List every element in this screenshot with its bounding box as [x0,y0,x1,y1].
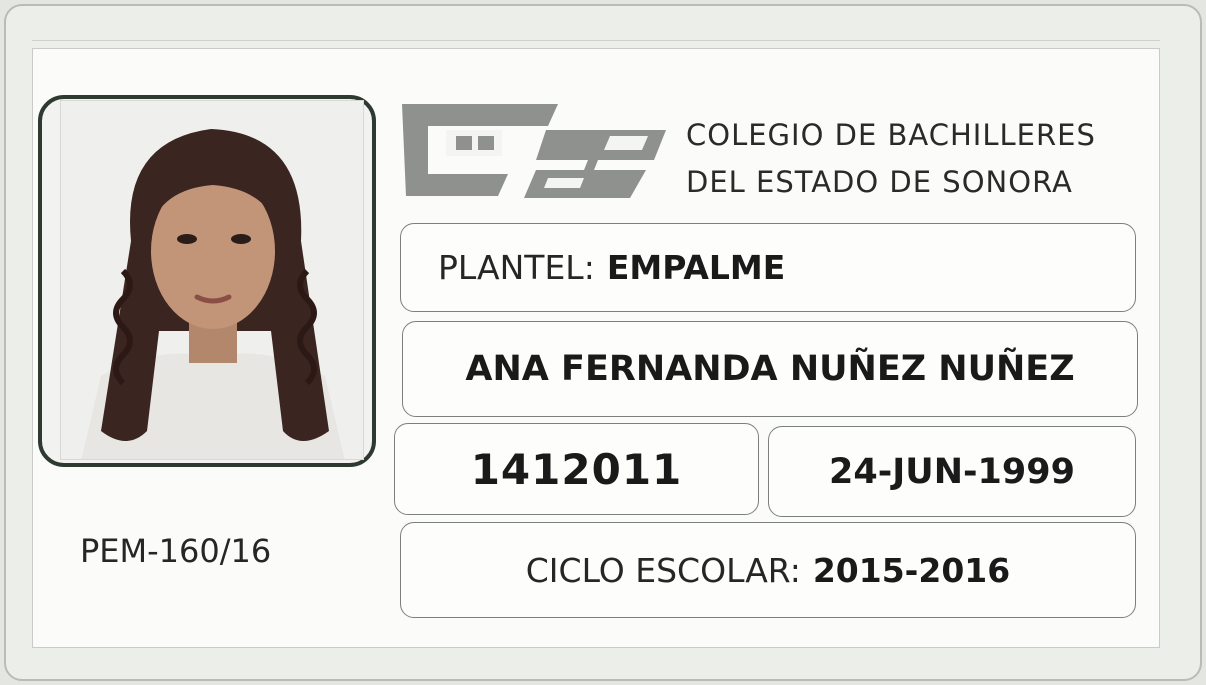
student-name: ANA FERNANDA NUÑEZ NUÑEZ [465,349,1075,389]
birth-date: 24-JUN-1999 [829,451,1075,492]
student-id-box [394,423,759,515]
ciclo-box [400,522,1136,618]
birth-date-box [768,426,1136,517]
school-name-line2: DEL ESTADO DE SONORA [686,165,1073,199]
plantel-value: EMPALME [606,248,786,287]
student-photo [60,100,364,460]
cobach-logo [398,100,670,202]
permit-code: PEM-160/16 [80,532,272,570]
cobach-logo-icon [398,100,670,202]
ciclo-label: CICLO ESCOLAR: [525,550,801,590]
ciclo-value: 2015-2016 [812,550,1011,590]
student-name-box [402,321,1138,417]
school-name-line1: COLEGIO DE BACHILLERES [686,118,1096,152]
plantel-box [400,223,1136,312]
plantel-label: PLANTEL: [438,248,595,287]
sleeve-edge [32,40,1160,41]
student-photo-icon [61,101,364,460]
school-name [686,112,1146,206]
student-id: 1412011 [470,444,683,494]
